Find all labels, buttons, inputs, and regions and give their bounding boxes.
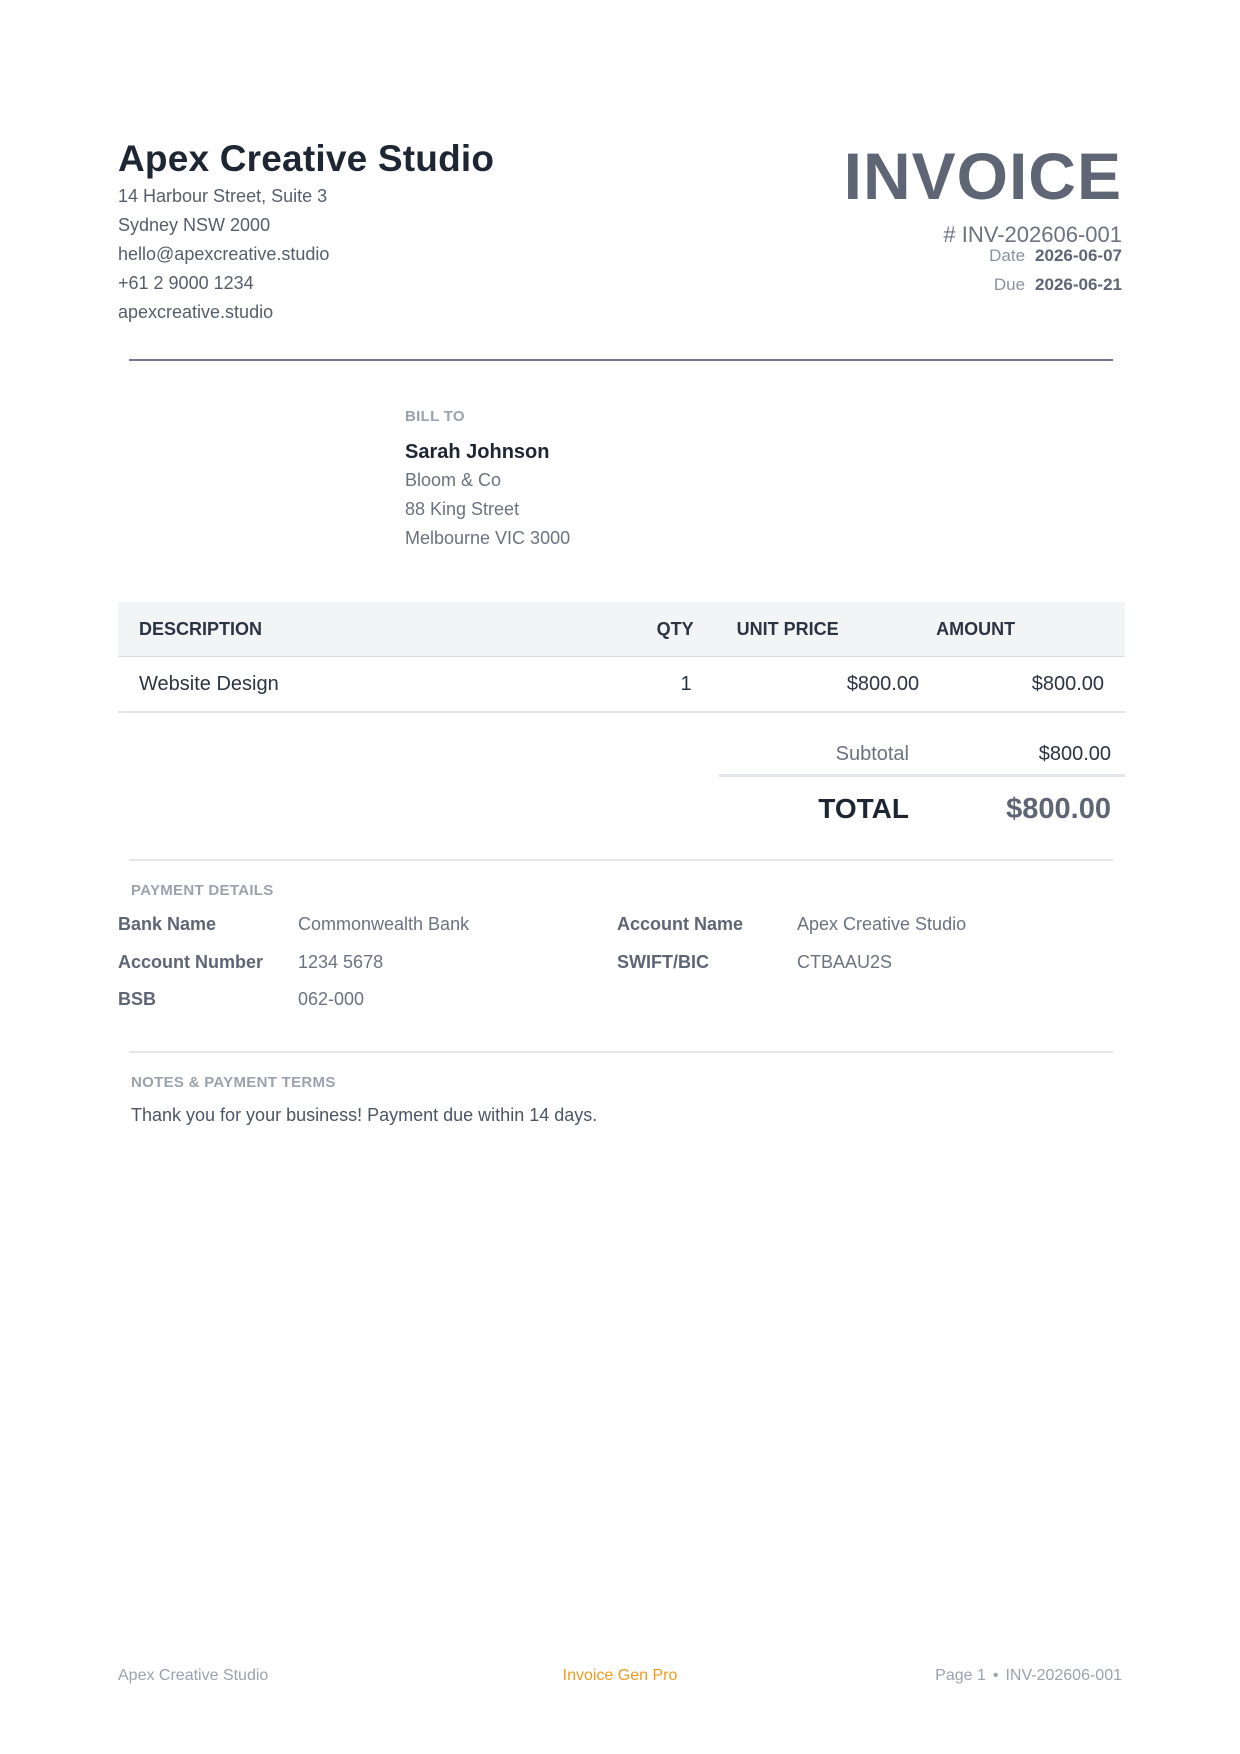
- total-value: $800.00: [1006, 793, 1111, 825]
- total-label: TOTAL: [818, 793, 909, 824]
- subtotal-value: $800.00: [1038, 743, 1111, 765]
- footer-company: Apex Creative Studio: [118, 1667, 269, 1684]
- notes-label: NOTES & PAYMENT TERMS: [131, 1074, 336, 1091]
- invoice-due-value: 2026-06-21: [1035, 275, 1122, 294]
- header-divider: [129, 359, 1113, 361]
- bill-to-street: 88 King Street: [405, 499, 520, 519]
- column-header-qty: QTY: [611, 602, 700, 657]
- table-row: [118, 657, 1125, 713]
- company-phone: +61 2 9000 1234: [118, 273, 254, 293]
- column-header-description: DESCRIPTION: [118, 602, 611, 657]
- company-address-line2: Sydney NSW 2000: [118, 215, 271, 235]
- footer-page-info: [935, 1667, 1122, 1685]
- company-name: Apex Creative Studio: [118, 138, 495, 179]
- item-amount: $800.00: [919, 657, 1125, 713]
- footer-invoice-ref: INV-202606-001: [1005, 1667, 1122, 1684]
- footer-generator-brand: Invoice Gen Pro: [562, 1667, 678, 1684]
- item-qty: 1: [611, 657, 700, 713]
- bsb-value: 062-000: [298, 989, 365, 1009]
- section-divider: [129, 859, 1113, 861]
- payment-divider: [129, 1051, 1113, 1053]
- bill-to-city: Melbourne VIC 3000: [405, 528, 571, 548]
- footer-page-number: Page 1: [935, 1667, 986, 1684]
- account-name-label: Account Name: [617, 914, 744, 934]
- item-description: Website Design: [118, 657, 611, 713]
- notes-text: Thank you for your business! Payment due within 14 days.: [131, 1105, 598, 1125]
- invoice-date-label: Date: [989, 246, 1026, 265]
- totals-divider: [719, 774, 1125, 777]
- subtotal-label: Subtotal: [835, 743, 909, 765]
- invoice-number: # INV-202606-001: [943, 222, 1122, 247]
- column-header-amount: AMOUNT: [919, 602, 1125, 657]
- bsb-label: BSB: [118, 989, 157, 1009]
- company-email: hello@apexcreative.studio: [118, 244, 330, 264]
- invoice-due-row: [994, 275, 1122, 295]
- swift-bic-label: SWIFT/BIC: [617, 952, 709, 972]
- footer-separator: •: [992, 1667, 999, 1684]
- invoice-date-row: [989, 246, 1122, 266]
- invoice-due-label: Due: [993, 275, 1026, 294]
- account-name-value: Apex Creative Studio: [797, 914, 967, 934]
- account-number-label: Account Number: [118, 952, 264, 972]
- table-header-row: [118, 602, 1125, 657]
- invoice-date-value: 2026-06-07: [1035, 246, 1122, 265]
- bank-name-label: Bank Name: [118, 914, 217, 934]
- company-website: apexcreative.studio: [118, 302, 274, 322]
- bill-to-address: [405, 466, 570, 553]
- bill-to-label: BILL TO: [405, 408, 465, 425]
- payment-details-label: PAYMENT DETAILS: [131, 882, 274, 899]
- swift-bic-value: CTBAAU2S: [797, 952, 893, 972]
- invoice-title: INVOICE: [843, 139, 1122, 213]
- bank-name-value: Commonwealth Bank: [298, 914, 470, 934]
- company-address-block: [118, 182, 329, 327]
- item-unit-price: $800.00: [700, 657, 919, 713]
- bill-to-name: Sarah Johnson: [405, 441, 550, 463]
- line-items-table: [118, 602, 1125, 713]
- column-header-unit-price: UNIT PRICE: [700, 602, 919, 657]
- bill-to-company: Bloom & Co: [405, 470, 502, 490]
- company-address-line1: 14 Harbour Street, Suite 3: [118, 186, 328, 206]
- account-number-value: 1234 5678: [298, 952, 384, 972]
